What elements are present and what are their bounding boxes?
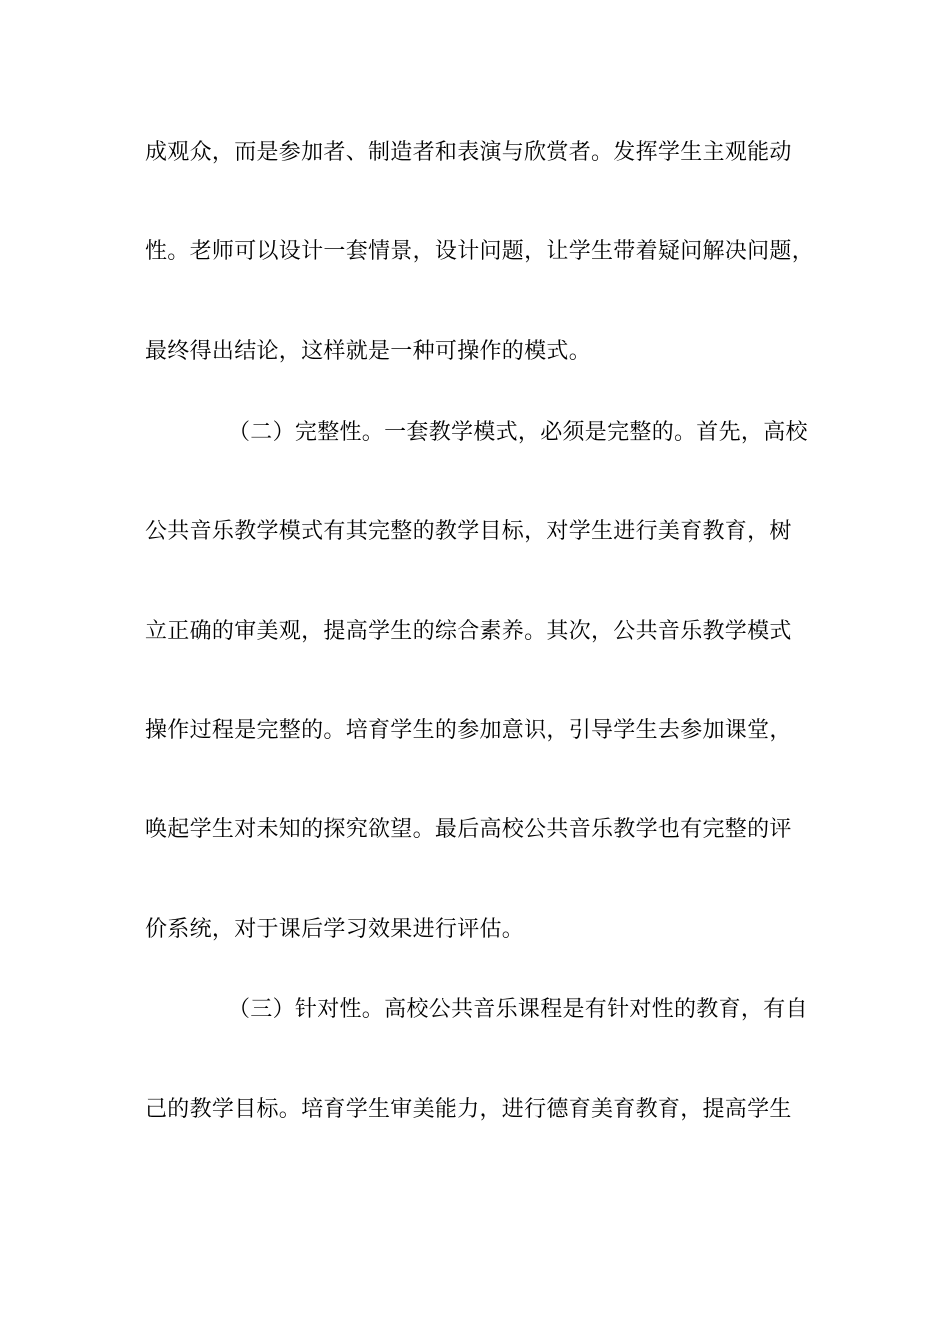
- text-line: 唤起学生对未知的探究欲望。最后高校公共音乐教学也有完整的评: [145, 817, 792, 842]
- text-line: 价系统，对于课后学习效果进行评估。: [145, 917, 525, 942]
- text-line: 操作过程是完整的。培育学生的参加意识，引导学生去参加课堂，: [145, 718, 792, 743]
- text-line: 成观众，而是参加者、制造者和表演与欣赏者。发挥学生主观能动: [145, 140, 792, 165]
- text-line: 性。老师可以设计一套情景，设计问题，让学生带着疑问解决问题，: [145, 239, 815, 264]
- text-line: 公共音乐教学模式有其完整的教学目标，对学生进行美育教育，树: [145, 519, 792, 544]
- text-line: 最终得出结论，这样就是一种可操作的模式。: [145, 339, 592, 364]
- text-line: 己的教学目标。培育学生审美能力，进行德育美育教育，提高学生: [145, 1097, 792, 1122]
- paragraph-heading-line: （三）针对性。高校公共音乐课程是有针对性的教育，有自: [228, 997, 808, 1022]
- paragraph-heading-line: （二）完整性。一套教学模式，必须是完整的。首先，高校: [228, 420, 808, 445]
- text-line: 立正确的审美观，提高学生的综合素养。其次，公共音乐教学模式: [145, 619, 792, 644]
